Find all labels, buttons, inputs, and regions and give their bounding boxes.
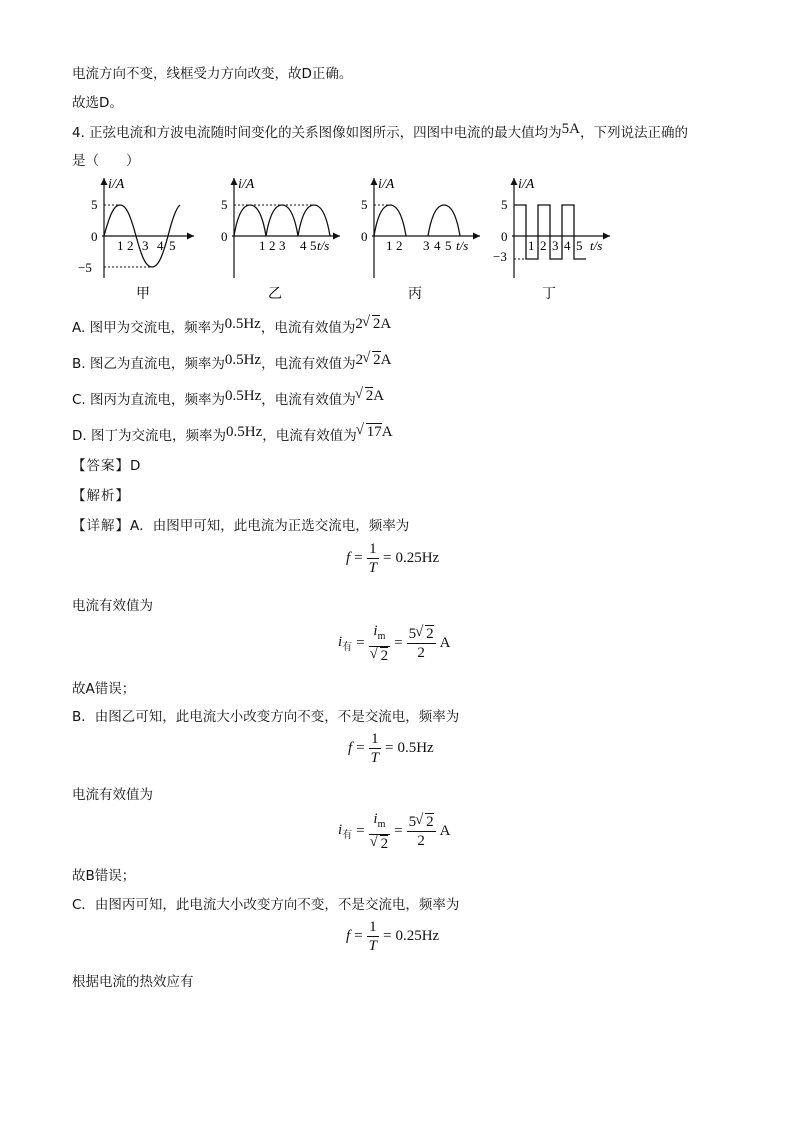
- option-b-freq: 0.5Hz: [224, 352, 262, 368]
- prev-answer-line-2: 故选D。: [72, 95, 123, 111]
- jia-xtick-1: 1: [117, 238, 124, 253]
- ding-xtick-5: 5: [576, 238, 583, 253]
- ding-xtick-3: 3: [552, 238, 559, 253]
- option-c-sqrt: [356, 388, 374, 405]
- option-a: [72, 316, 391, 337]
- answer-value: D: [130, 458, 141, 474]
- option-d-mid: ，电流有效值为: [262, 428, 357, 444]
- eq-i1-unit: A: [439, 635, 451, 651]
- eq-i1-den-sqrt: [371, 647, 389, 665]
- eq-f2-frac: [369, 730, 381, 767]
- detail-a-text: A．由图甲可知，此电流为正选交流电，频率为: [130, 518, 410, 534]
- eq-i2-rhs-den: 2: [417, 833, 425, 849]
- option-a-rad: 2: [372, 316, 381, 332]
- answer-tag: 【答案】: [72, 458, 130, 474]
- eq-i1-rhs-den: 2: [417, 645, 425, 661]
- option-d-prefix: D. 图丁为交流电，频率为: [72, 428, 226, 444]
- option-b-coef: 2: [355, 352, 364, 368]
- effective-label-1: 电流有效值为: [72, 598, 153, 614]
- option-d-freq: 0.5Hz: [225, 424, 263, 440]
- yi-xtick-2: 2: [269, 238, 276, 253]
- jia-tick-neg5: −5: [78, 260, 92, 275]
- yi-tick-5: 5: [221, 197, 228, 212]
- option-c-freq: 0.5Hz: [225, 388, 262, 404]
- ding-xtick-2: 2: [540, 238, 547, 253]
- eq-i1-rhs-coef: 5: [408, 626, 417, 642]
- ding-x-label: t/s: [590, 238, 603, 253]
- effective-label-2: 电流有效值为: [72, 787, 153, 803]
- eq-f3-rhs: 0.25Hz: [395, 928, 440, 944]
- jia-xtick-5: 5: [169, 238, 176, 253]
- detail-a-line: [72, 514, 409, 534]
- eq-i2-lhs-sub: 有: [342, 830, 353, 841]
- heat-effect-line: 根据电流的热效应有: [72, 974, 194, 990]
- option-d-unit: A: [381, 424, 393, 440]
- eq-f2-num: 1: [369, 730, 381, 749]
- option-d-sqrt: [357, 424, 382, 441]
- eq-i2-unit: A: [439, 823, 451, 839]
- option-a-freq: 0.5Hz: [224, 316, 261, 332]
- conclusion-b: 故B错误；: [72, 868, 136, 884]
- eq-i2-rhs-frac: [407, 813, 436, 850]
- jia-xtick-3: 3: [142, 238, 149, 253]
- question-stem-line-2: 是（ ）: [72, 153, 140, 169]
- bing-xtick-4: 4: [434, 238, 441, 253]
- option-b-value: [356, 352, 392, 368]
- equation-f-1: f = $\frac{1}{T}$ = 0.25Hz: [346, 541, 440, 576]
- equation-f-3: f = $\frac{1}{T}$ = 0.25Hz: [346, 919, 440, 954]
- option-a-value: [355, 316, 391, 332]
- prev-answer-line-1: 电流方向不变，线框受力方向改变，故D正确。: [72, 66, 353, 82]
- eq-i1-lhs-i: i: [338, 634, 343, 650]
- option-a-sqrt: [363, 316, 381, 333]
- jia-xtick-4: 4: [157, 238, 164, 253]
- graph-bing: [361, 177, 480, 302]
- eq-f3-den: T: [368, 938, 377, 954]
- option-c: [72, 388, 384, 409]
- option-c-unit: A: [373, 388, 385, 404]
- eq-i2-den-sqrt: [371, 835, 389, 853]
- eq-f1-num: 1: [367, 540, 379, 559]
- detail-b-line: B．由图乙可知，此电流大小改变方向不变，不是交流电，频率为: [72, 709, 460, 725]
- eq-f1-frac: [367, 540, 379, 577]
- ding-tick-0: 0: [501, 229, 508, 244]
- option-a-mid: ，电流有效值为: [260, 320, 356, 336]
- stem-part-2: ，下列说法正确的: [580, 125, 689, 141]
- eq-i2-lhs-i: i: [338, 822, 343, 838]
- question-stem: [72, 121, 688, 142]
- stem-max-value: 5A: [561, 121, 581, 137]
- jia-tick-5: 5: [91, 197, 98, 212]
- yi-caption: 乙: [268, 287, 282, 302]
- eq-i1-rhs-sqrt: [416, 625, 434, 643]
- option-c-value: [356, 388, 384, 404]
- conclusion-a: 故A错误；: [72, 681, 136, 697]
- yi-xtick-3: 3: [279, 238, 286, 253]
- stem-part-1: 4. 正弦电流和方波电流随时间变化的关系图像如图所示，四图中电流的最大值均为: [72, 125, 562, 141]
- eq-i2-rhs-rad: 2: [426, 814, 434, 830]
- eq-f2-lhs: f: [348, 740, 353, 756]
- bing-half-wave-1: [374, 205, 406, 236]
- option-d: [72, 424, 393, 445]
- eq-i2-rhs-coef: 5: [408, 814, 417, 830]
- option-b-unit: A: [380, 352, 392, 368]
- yi-y-label: i/A: [238, 177, 255, 192]
- option-b: [72, 352, 391, 373]
- option-d-value: [357, 424, 393, 440]
- graph-yi: [221, 177, 340, 302]
- bing-x-label: t/s: [456, 238, 469, 253]
- bing-tick-0: 0: [361, 229, 368, 244]
- ding-tick-5: 5: [501, 197, 508, 212]
- eq-i1-frac: [369, 622, 391, 665]
- eq-i2-num-sub: m: [377, 819, 386, 830]
- eq-f1-rhs: 0.25Hz: [395, 550, 440, 566]
- bing-tick-5: 5: [361, 197, 368, 212]
- detail-c-line: C．由图丙可知，此电流大小改变方向不变，不是交流电，频率为: [72, 897, 460, 913]
- eq-f3-frac: [367, 918, 379, 955]
- bing-xtick-2: 2: [396, 238, 403, 253]
- option-b-mid: ，电流有效值为: [261, 356, 356, 372]
- eq-i2-den-rad: 2: [380, 836, 389, 852]
- eq-i1-num: i: [373, 623, 378, 639]
- equation-f-2: f = $\frac{1}{T}$ = 0.5Hz: [348, 731, 434, 766]
- answer-line: [72, 454, 140, 474]
- ding-xtick-4: 4: [564, 238, 571, 253]
- eq-f1-den: T: [368, 560, 377, 576]
- option-c-prefix: C. 图丙为直流电，频率为: [72, 392, 226, 408]
- eq-i2-rhs-sqrt: [416, 813, 434, 831]
- eq-i1-rhs-frac: [407, 625, 436, 662]
- yi-tick-0: 0: [221, 229, 228, 244]
- jia-y-label: i/A: [108, 177, 125, 192]
- bing-y-label: i/A: [378, 177, 395, 192]
- eq-f3-num: 1: [367, 918, 379, 937]
- detail-tag: 【详解】: [72, 518, 130, 534]
- eq-i2-lhs: [338, 822, 352, 841]
- bing-xtick-5: 5: [445, 238, 452, 253]
- yi-xtick-5: 5: [310, 238, 317, 253]
- ding-caption: 丁: [542, 287, 556, 302]
- figure-panel: [72, 170, 632, 310]
- eq-f3-lhs: f: [346, 928, 351, 944]
- yi-rectified-curve: [234, 205, 330, 236]
- option-b-prefix: B. 图乙为直流电，频率为: [72, 356, 225, 372]
- yi-x-label: t/s: [317, 238, 330, 253]
- analysis-tag: 【解析】: [72, 488, 130, 504]
- eq-i1-lhs: [338, 634, 352, 653]
- option-d-rad: 17: [366, 424, 382, 440]
- bing-half-wave-2: [428, 205, 460, 236]
- option-a-prefix: A. 图甲为交流电，频率为: [72, 320, 225, 336]
- ding-tick-neg3: −3: [493, 249, 507, 264]
- eq-i1-rhs-rad: 2: [426, 626, 434, 642]
- option-a-unit: A: [380, 316, 392, 332]
- eq-i2-frac: [369, 810, 391, 853]
- bing-caption: 丙: [408, 287, 422, 302]
- eq-f2-den: T: [370, 750, 379, 766]
- option-b-rad: 2: [373, 352, 381, 368]
- option-c-mid: ，电流有效值为: [261, 392, 356, 408]
- graph-ding: [493, 177, 610, 302]
- eq-f2-rhs: 0.5Hz: [397, 740, 434, 756]
- jia-tick-0: 0: [91, 229, 98, 244]
- option-a-coef: 2: [355, 316, 363, 332]
- yi-xtick-1: 1: [259, 238, 266, 253]
- eq-i1-lhs-sub: 有: [342, 642, 353, 653]
- ding-xtick-1: 1: [528, 238, 535, 253]
- option-b-sqrt: [363, 352, 381, 369]
- bing-xtick-3: 3: [423, 238, 430, 253]
- eq-i2-num: i: [373, 811, 378, 827]
- jia-caption: 甲: [136, 287, 150, 302]
- jia-xtick-2: 2: [127, 238, 134, 253]
- option-c-rad: 2: [365, 388, 374, 404]
- graph-jia: [78, 177, 194, 302]
- bing-xtick-1: 1: [386, 238, 393, 253]
- equation-i-2: $i_有$ = $i_m$ √ 2 = $\frac{5√ 2}{2}$ A: [338, 810, 450, 853]
- eq-i1-num-sub: m: [377, 631, 386, 642]
- ding-y-label: i/A: [518, 177, 535, 192]
- yi-xtick-4: 4: [300, 238, 307, 253]
- eq-f1-lhs: f: [346, 550, 351, 566]
- eq-i1-den-rad: 2: [380, 648, 389, 664]
- equation-i-1: $i_有$ = $i_m$ √ 2 = $\frac{5√ 2}{2}$ A: [338, 622, 450, 665]
